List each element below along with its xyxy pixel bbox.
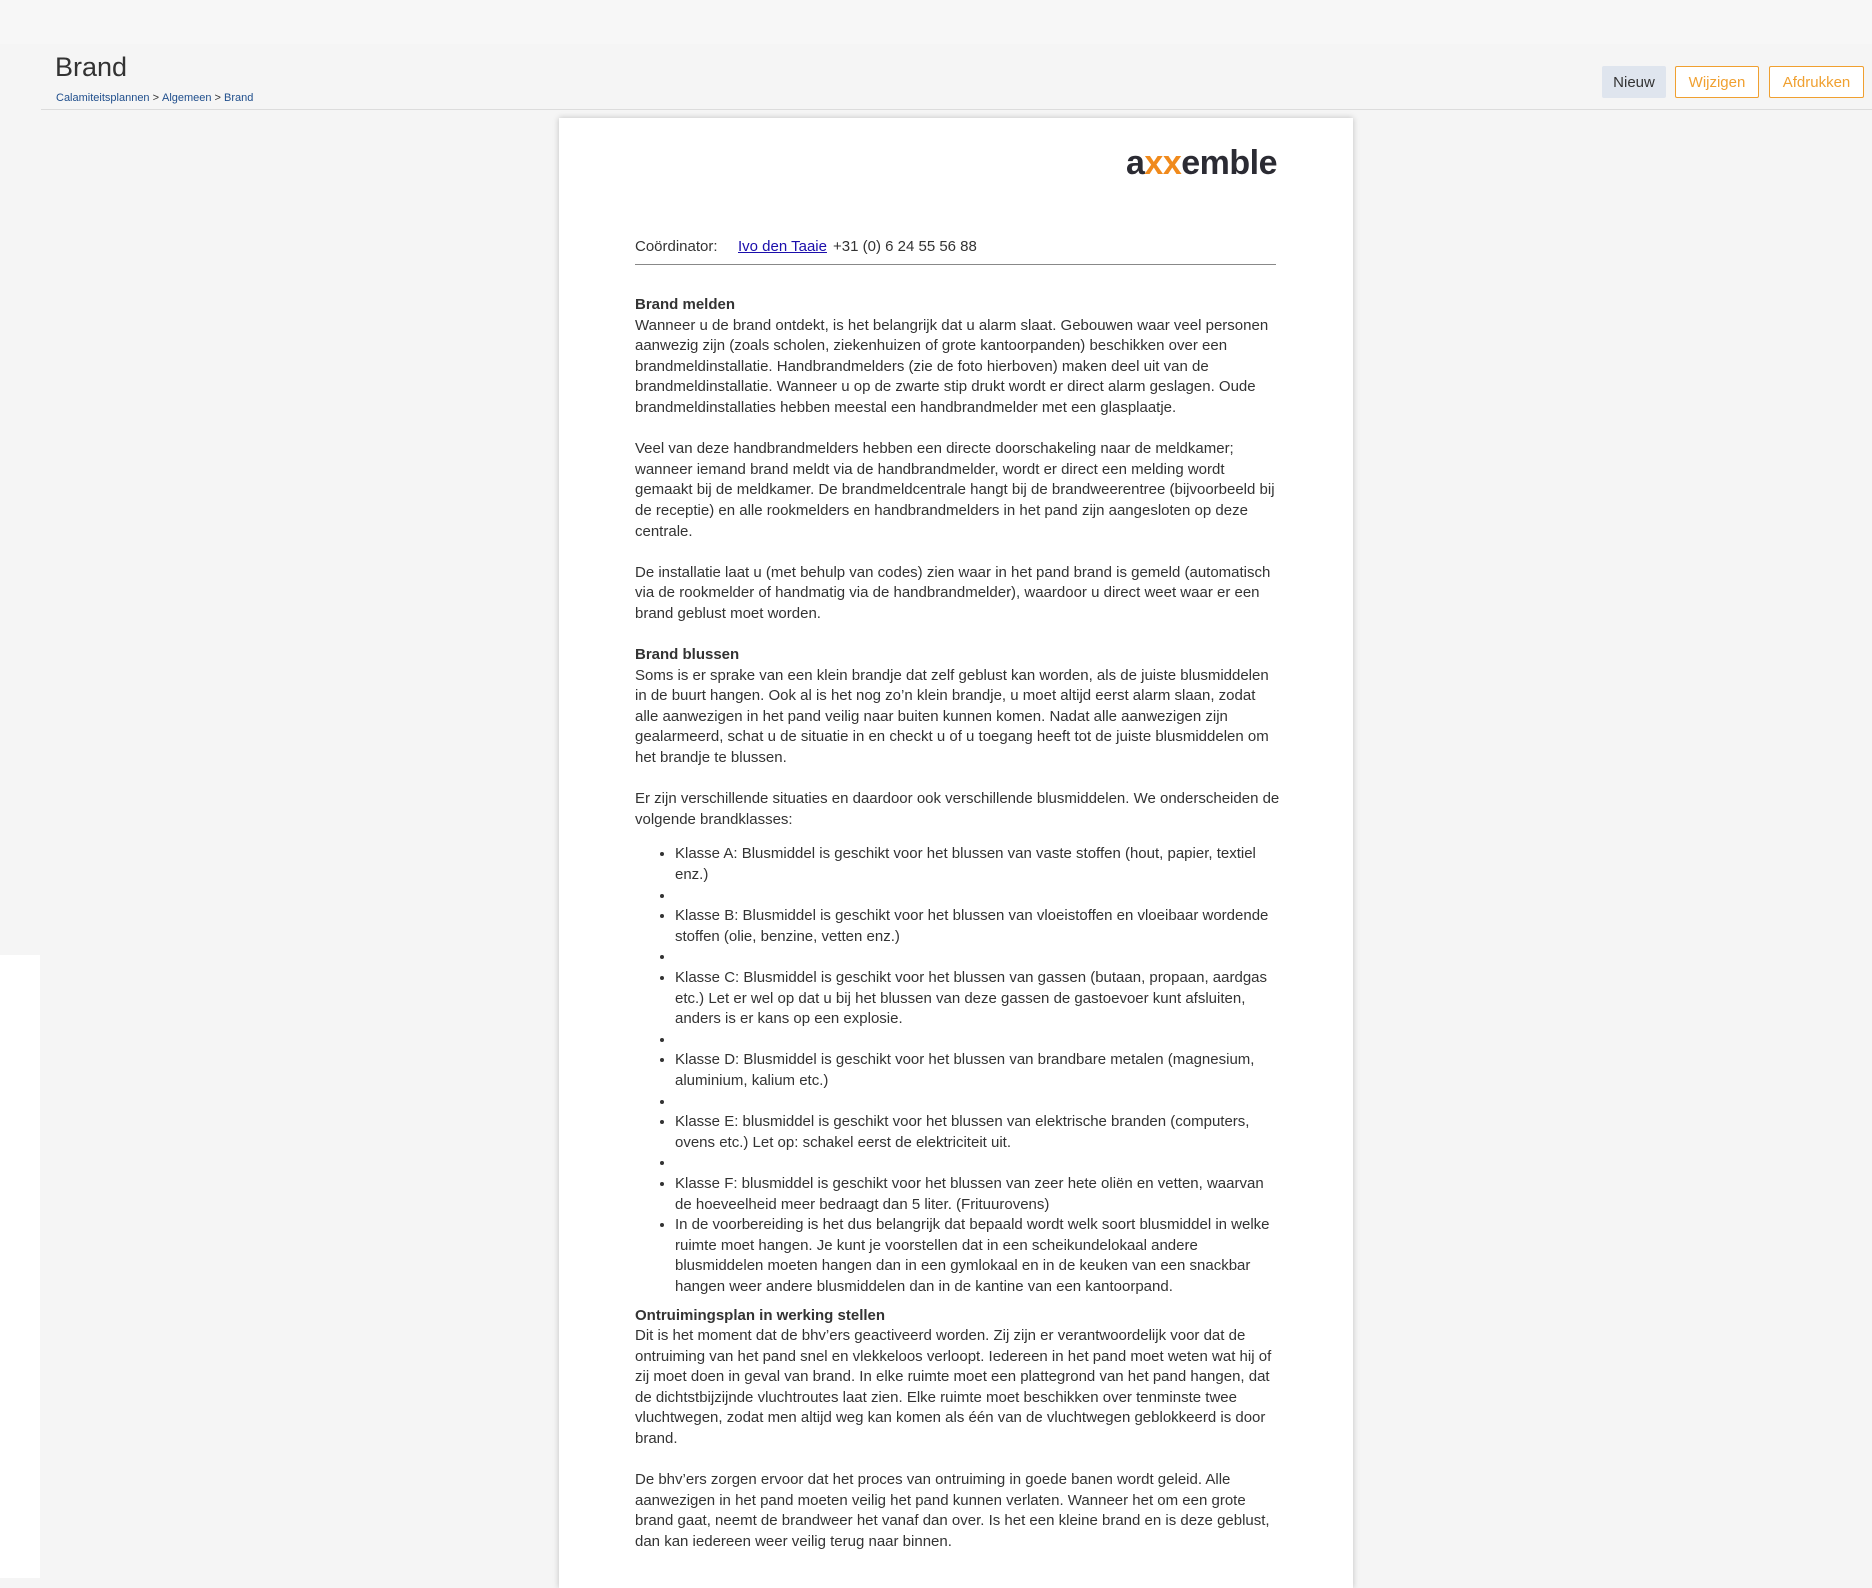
list-item — [675, 1092, 1280, 1113]
document-content — [635, 295, 1280, 1573]
paragraph: De bhv’ers zorgen ervoor dat het proces van ontruiming in goede banen wordt geleid. Alle aanwezigen in het pand moeten veilig het pand kunnen verlaten. Wanneer het om een grote brand gaat, neemt de brandweer het vanaf dan over. Is het een kleine brand en is deze geblust, dan kan iedereen weer veilig terug naar binnen. — [635, 1471, 1270, 1551]
section-brand-melden — [635, 295, 1280, 419]
top-strip — [0, 0, 1872, 44]
brandklasses-list — [635, 844, 1280, 1297]
breadcrumb-item-brand[interactable]: Brand — [223, 92, 254, 104]
coordinator-label: Coördinator: — [635, 238, 718, 255]
section-brand-blussen — [635, 645, 1280, 769]
list-item — [675, 1153, 1280, 1174]
page-header — [41, 44, 1872, 110]
list-item — [675, 886, 1280, 907]
section-title: Ontruimingsplan in werking stellen — [635, 1306, 886, 1324]
section-ontruiming — [635, 1306, 1280, 1450]
list-item — [675, 947, 1280, 968]
page-title: Brand — [55, 52, 128, 82]
coordinator-row — [635, 238, 1276, 265]
list-item: • In de voorbereiding is het dus belangrijk dat bepaald wordt welk soort blusmiddel in welke ruimte moet hangen. Je kunt je voorstellen dat in een scheikundelokaal andere blusmiddelen moeten hangen dan in een gymlokaal en in de keuken van een snackbar hangen weer andere blusmiddelen dan in de kantine van een kantoorpand. — [675, 1215, 1280, 1297]
coordinator-name-link[interactable]: Ivo den Taaie — [738, 238, 827, 255]
breadcrumb-item-algemeen[interactable]: Algemeen — [162, 92, 212, 104]
print-button[interactable]: Afdrukken — [1769, 66, 1864, 98]
new-button[interactable]: Nieuw — [1602, 66, 1666, 98]
list-item: • Klasse E: blusmiddel is geschikt voor het blussen van elektrische branden (computers, ovens etc.) Let op: schakel eerst de elektriciteit uit. — [675, 1112, 1280, 1153]
paragraph: Er zijn verschillende situaties en daardoor ook verschillende blusmiddelen. We onderscheiden de volgende brandklasses: — [635, 790, 1280, 828]
coordinator-phone: +31 (0) 6 24 55 56 88 — [833, 238, 977, 255]
list-item — [675, 1030, 1280, 1051]
paragraph: Veel van deze handbrandmelders hebben een directe doorschakeling naar de meldkamer; wanneer iemand brand meldt via de handbrandmelder, wordt er direct een melding wordt gemaakt bij de meldkamer. De brandmeldcentrale hangt bij de brandweerentree (bijvoorbeeld bij de receptie) en alle rookmelders en handbrandmelders in het pand zijn aangesloten op deze centrale. — [635, 440, 1275, 540]
left-margin — [0, 955, 40, 1578]
list-item: • Klasse B: Blusmiddel is geschikt voor het blussen van vloeistoffen en vloeibaar wordende stoffen (olie, benzine, vetten enz.) — [675, 906, 1280, 947]
list-item: • Klasse C: Blusmiddel is geschikt voor het blussen van gassen (butaan, propaan, aardgas etc.) Let er wel op dat u bij het blussen van deze gassen de gastoevoer kunt afsluiten, anders is er kans op een explosie. — [675, 968, 1280, 1030]
breadcrumb-separator: > — [214, 92, 221, 104]
paragraph: Soms is er sprake van een klein brandje dat zelf geblust kan worden, als de juiste blusmiddelen in de buurt hangen. Ook al is het nog zo’n klein brandje, u moet altijd eerst alarm slaan, zodat alle aanwezigen in het pand veilig naar buiten kunnen komen. Nadat alle aanwezigen zijn gealarmeerd, schat u de situatie in en checkt u of u toegang heeft tot de juiste blusmiddelen om het brandje te blussen. — [635, 666, 1269, 767]
list-item: • Klasse D: Blusmiddel is geschikt voor het blussen van brandbare metalen (magnesium, aluminium, kalium etc.) — [675, 1050, 1280, 1091]
axxemble-logo: a xx emble — [1125, 144, 1277, 182]
breadcrumb-item-calamiteitsplannen[interactable]: Calamiteitsplannen — [56, 92, 150, 104]
breadcrumb-separator: > — [152, 92, 159, 104]
list-item: • Klasse A: Blusmiddel is geschikt voor het blussen van vaste stoffen (hout, papier, textiel enz.) — [675, 844, 1280, 885]
paragraph: Wanneer u de brand ontdekt, is het belangrijk dat u alarm slaat. Gebouwen waar veel personen aanwezig zijn (zoals scholen, ziekenhuizen of grote kantoorpanden) beschikken over een brandmeldinstallatie. Handbrandmelders (zie de foto hierboven) maken deel uit van de brandmeldinstallatie. Wanneer u op de zwarte stip drukt wordt er direct alarm geslagen. Oude brandmeldinstallaties hebben meestal een handbrandmelder met een glasplaatje. — [635, 316, 1269, 416]
breadcrumb — [56, 92, 253, 104]
list-item: • Klasse F: blusmiddel is geschikt voor het blussen van zeer hete oliën en vetten, waarvan de hoeveelheid meer bedraagt dan 5 liter. (Frituurovens) — [675, 1174, 1280, 1215]
paragraph: Dit is het moment dat de bhv’ers geactiveerd worden. Zij zijn er verantwoordelijk voor dat de ontruiming van het pand snel en vlekkeloos verloopt. Iedereen in het pand moet weten wat hij of zij moet doen in geval van brand. In elke ruimte moet een plattegrond van het pand hangen, dat de dichtstbijzijnde vluchtroutes laat zien. Elke ruimte moet beschikken over tenminste twee vluchtwegen, zodat men altijd weg kan komen als één van de vluchtwegen geblokkeerd is door brand. — [635, 1327, 1272, 1448]
section-title: Brand blussen — [635, 646, 740, 664]
edit-button[interactable]: Wijzigen — [1675, 66, 1759, 98]
paragraph: De installatie laat u (met behulp van codes) zien waar in het pand brand is gemeld (automatisch via de rookmelder of handmatig via de handbrandmelder), waardoor u direct weet waar er een brand geblust moet worden. — [635, 563, 1271, 622]
document-page — [559, 118, 1353, 1588]
section-title: Brand melden — [635, 296, 736, 313]
